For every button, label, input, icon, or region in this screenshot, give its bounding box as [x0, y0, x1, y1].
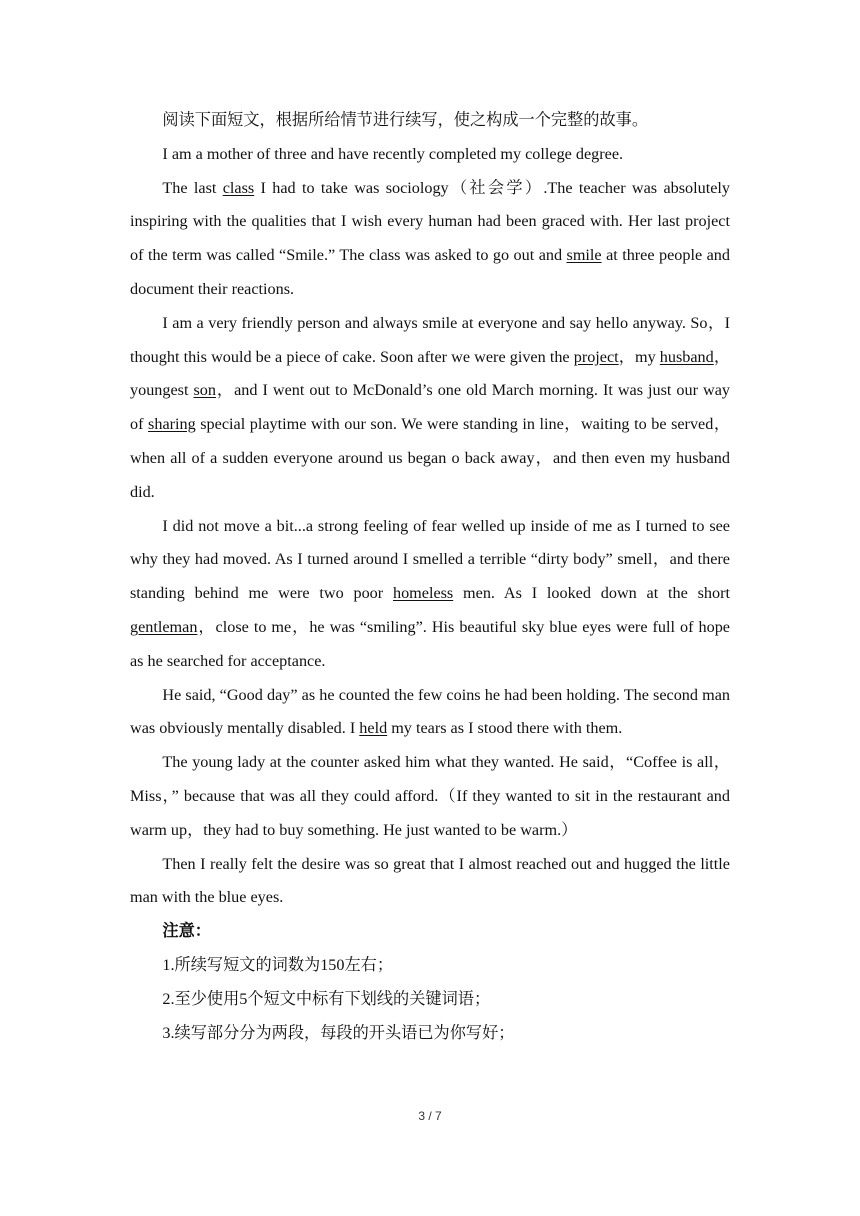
paragraph-7: Then I really felt the desire was so great that I almost reached out and hugged the little man with the blue eyes.: [130, 854, 730, 907]
paragraph-2: [130, 172, 730, 307]
text-span: men. As I looked down at the short: [453, 584, 731, 603]
keyword-homeless: homeless: [392, 584, 454, 603]
text-span: ，my: [618, 347, 660, 366]
note-item-2: 2.至少使用5个短文中标有下划线的关键词语；: [162, 989, 491, 1008]
text-span: ，close to me，he was “smiling”. His beautiful sky blue eyes were full of hope as he searched for acceptance.: [130, 617, 730, 670]
instruction: 阅读下面短文，根据所给情节进行续写，使之构成一个完整的故事。: [162, 111, 649, 129]
keyword-sharing: sharing: [148, 415, 196, 434]
keyword-son: son: [193, 381, 216, 400]
keyword-gentleman: gentleman: [130, 617, 198, 636]
text-span: ，youngest: [130, 347, 731, 400]
text-span: I am a very friendly person and always smile at everyone and say hello anyway. So，I thought this would be a piece of cake. Soon after we were given the: [130, 313, 730, 366]
paragraph-5: [130, 679, 730, 747]
text-span: special playtime with our son. We were standing in line，waiting to be served，when all of a sudden everyone around us began o back away，and then even my husband did.: [130, 415, 731, 501]
keyword-husband: husband: [659, 347, 714, 366]
note-title: 注意：: [162, 922, 211, 941]
text-span: The last: [162, 178, 223, 197]
text-span: at three people and document their reactions.: [130, 246, 730, 298]
keyword-project: project: [573, 347, 619, 366]
paragraph-1: I am a mother of three and have recently completed my college degree.: [162, 144, 624, 163]
text-span: my tears as I stood there with them.: [387, 719, 623, 738]
text-span: I did not move a bit...a strong feeling of fear welled up inside of me as I turned to see why they had moved. As I turned around I smelled a terrible “dirty body” smell，and there standing behind me were two poor: [130, 516, 730, 603]
page-number: 3 / 7: [418, 1109, 442, 1123]
text-span: ，and I went out to McDonald’s one old March morning. It was just our way of: [130, 381, 730, 434]
keyword-smile: smile: [566, 246, 602, 265]
text-span: He said, “Good day” as he counted the few coins he had been holding. The second man was obviously mentally disabled. I: [130, 685, 730, 738]
paragraph-3: [130, 307, 730, 510]
document-body: [130, 104, 730, 1050]
text-span: I had to take was sociology（社会学）.The teacher was absolutely inspiring with the qualities that I wish every human had been graced with. Her last project of the term was called “Smile.” The class was asked to go out and: [130, 178, 730, 265]
keyword-held: held: [359, 719, 388, 738]
keyword-class: class: [222, 178, 255, 197]
note-item-1: 1.所续写短文的词数为150左右；: [162, 955, 394, 974]
paragraph-4: [130, 510, 730, 679]
note-item-3: 3.续写部分分为两段，每段的开头语已为你写好；: [162, 1023, 515, 1042]
paragraph-6: The young lady at the counter asked him what they wanted. He said，“Coffee is all，Miss，” because that was all they could afford.（If they wanted to sit in the restaurant and warm up，they had to buy something. He just wanted to be warm.）: [130, 753, 730, 839]
